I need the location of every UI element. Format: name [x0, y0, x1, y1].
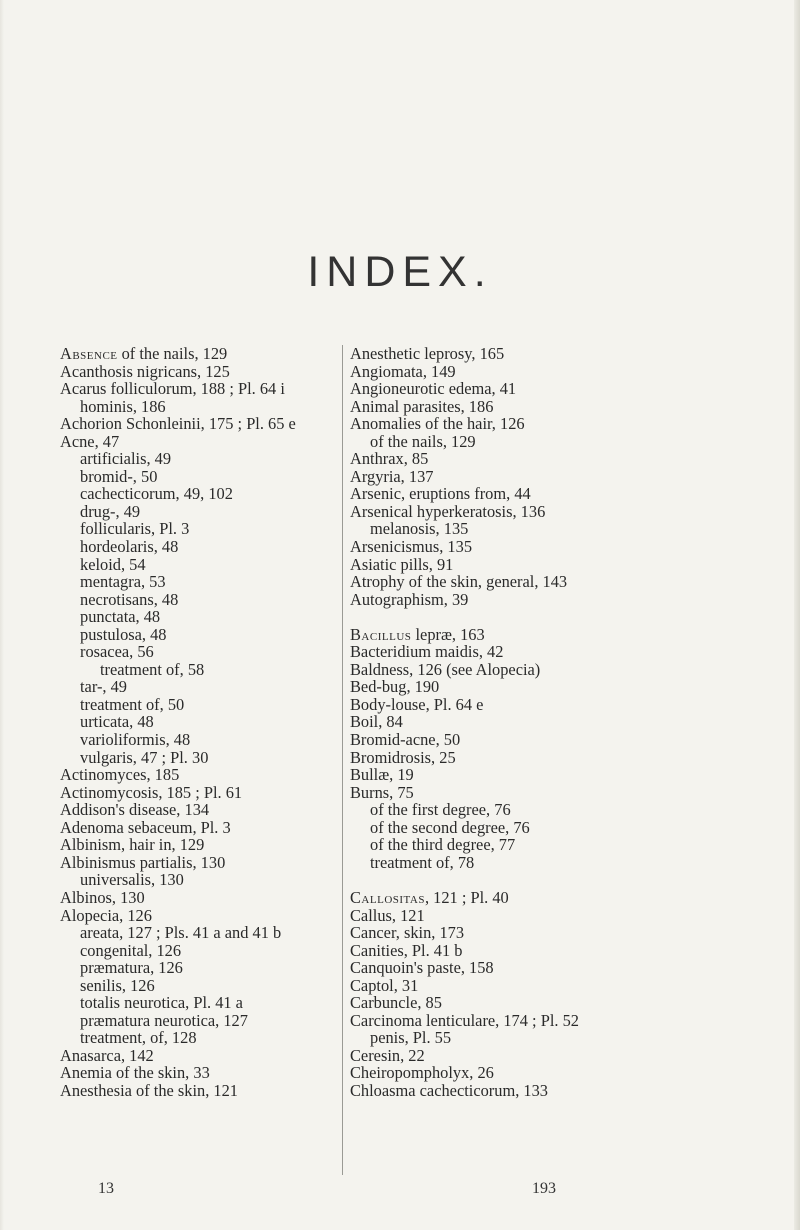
index-entry: præmatura, 126	[80, 958, 183, 978]
index-entry: Canities, Pl. 41 b	[350, 940, 463, 960]
index-entry: Actinomycosis, 185 ; Pl. 61	[60, 782, 243, 802]
index-entry: Albinos, 130	[60, 887, 145, 907]
index-entry: penis, Pl. 55	[370, 1028, 452, 1048]
index-entry: areata, 127 ; Pls. 41 a and 41 b	[80, 923, 282, 943]
index-entry: of the first degree, 76	[370, 800, 511, 820]
index-entry: Bromidrosis, 25	[350, 747, 456, 767]
index-entry: Carcinoma lenticulare, 174 ; Pl. 52	[350, 1010, 579, 1030]
index-entry: Boil, 84	[350, 712, 403, 732]
index-entry: senilis, 126	[80, 975, 155, 995]
index-entry: Cancer, skin, 173	[350, 923, 465, 943]
section-gap	[350, 871, 790, 889]
index-entry: Cheiropompholyx, 26	[350, 1063, 494, 1083]
index-entry: Arsenical hyperkeratosis, 136	[350, 501, 546, 521]
index-entry: treatment of, 58	[100, 659, 205, 679]
index-entry: Canquoin's paste, 158	[350, 958, 494, 978]
index-entry: Bacteridium maidis, 42	[350, 642, 504, 662]
index-entry: Bacillus lepræ, 163	[350, 624, 485, 644]
index-entry: Callositas, 121 ; Pl. 40	[350, 887, 509, 907]
index-entry: punctata, 48	[80, 607, 161, 627]
index-entry: Argyria, 137	[350, 466, 434, 486]
index-entry: Arsenicismus, 135	[350, 537, 473, 557]
index-entry: Addison's disease, 134	[60, 800, 210, 820]
index-entry: artificialis, 49	[80, 449, 172, 469]
index-entry: of the second degree, 76	[370, 817, 530, 837]
index-entry: melanosis, 135	[370, 519, 469, 539]
index-entry: mentagra, 53	[80, 572, 166, 592]
column-divider	[342, 345, 343, 1175]
index-entry: hominis, 186	[80, 396, 166, 416]
index-entry: Asiatic pills, 91	[350, 554, 454, 574]
index-entry: cachecticorum, 49, 102	[80, 484, 233, 504]
page-number-right: 193	[532, 1180, 556, 1197]
index-entry: drug-, 49	[80, 501, 141, 521]
page-edge-left	[0, 0, 4, 1230]
index-column-right	[350, 345, 790, 1100]
index-entry: Atrophy of the skin, general, 143	[350, 572, 568, 592]
index-entry: Carbuncle, 85	[350, 993, 442, 1013]
index-entry: Adenoma sebaceum, Pl. 3	[60, 817, 231, 837]
index-entry: universalis, 130	[80, 870, 184, 890]
index-entry: Anthrax, 85	[350, 449, 429, 469]
index-entry: Actinomyces, 185	[60, 765, 180, 785]
index-entry: vulgaris, 47 ; Pl. 30	[80, 747, 209, 767]
page-edge-right	[794, 0, 800, 1230]
index-entry: Angioneurotic edema, 41	[350, 379, 517, 399]
index-column-left	[60, 345, 345, 1100]
index-entry: Chloasma cachecticorum, 133	[350, 1080, 548, 1100]
index-entry: of the nails, 129	[370, 431, 476, 451]
page-number-left: 13	[98, 1180, 114, 1197]
index-entry: Achorion Schonleinii, 175 ; Pl. 65 e	[60, 414, 296, 434]
index-entry: necrotisans, 48	[80, 589, 179, 609]
index-entry: bromid-, 50	[80, 466, 158, 486]
index-entry: totalis neurotica, Pl. 41 a	[80, 993, 243, 1013]
index-entry: treatment, of, 128	[80, 1028, 197, 1048]
index-entry: Bed-bug, 190	[350, 677, 440, 697]
index-entry: congenital, 126	[80, 940, 182, 960]
index-entry: Anasarca, 142	[60, 1045, 154, 1065]
index-entry: varioliformis, 48	[80, 730, 191, 750]
index-entry: Captol, 31	[350, 975, 419, 995]
index-entry: Acarus folliculorum, 188 ; Pl. 64 i	[60, 379, 285, 399]
page-title: INDEX.	[307, 248, 493, 296]
index-entry: Callus, 121	[350, 905, 425, 925]
index-entry: rosacea, 56	[80, 642, 154, 662]
index-entry: Burns, 75	[350, 782, 414, 802]
index-entry: Ceresin, 22	[350, 1045, 425, 1065]
index-entry: Acne, 47	[60, 431, 120, 451]
index-entry: Angiomata, 149	[350, 361, 456, 381]
index-entry: Acanthosis nigricans, 125	[60, 361, 230, 381]
index-entry: Baldness, 126 (see Alopecia)	[350, 659, 541, 679]
index-entry: hordeolaris, 48	[80, 537, 179, 557]
index-entry: pustulosa, 48	[80, 624, 167, 644]
index-entry: Anemia of the skin, 33	[60, 1063, 210, 1083]
index-entry: Absence of the nails, 129	[60, 344, 228, 363]
index-entry: follicularis, Pl. 3	[80, 519, 190, 539]
index-entry: Arsenic, eruptions from, 44	[350, 484, 531, 504]
index-entry: Body-louse, Pl. 64 e	[350, 694, 484, 714]
index-entry: Albinismus partialis, 130	[60, 852, 226, 872]
index-entry: keloid, 54	[80, 554, 146, 574]
index-entry: Animal parasites, 186	[350, 396, 494, 416]
index-entry: treatment of, 78	[370, 852, 475, 872]
index-entry: Bullæ, 19	[350, 765, 414, 785]
index-entry: treatment of, 50	[80, 694, 185, 714]
index-entry: Alopecia, 126	[60, 905, 152, 925]
index-entry: Albinism, hair in, 129	[60, 835, 205, 855]
index-entry: Anesthesia of the skin, 121	[60, 1080, 238, 1100]
index-entry: tar-, 49	[80, 677, 128, 697]
index-entry: Anomalies of the hair, 126	[350, 414, 525, 434]
index-entry: Autographism, 39	[350, 589, 469, 609]
index-entry: præmatura neurotica, 127	[80, 1010, 248, 1030]
index-entry: of the third degree, 77	[370, 835, 516, 855]
section-gap	[350, 608, 790, 626]
index-entry: Bromid-acne, 50	[350, 730, 461, 750]
index-entry: Anesthetic leprosy, 165	[350, 344, 505, 363]
index-entry: urticata, 48	[80, 712, 154, 732]
